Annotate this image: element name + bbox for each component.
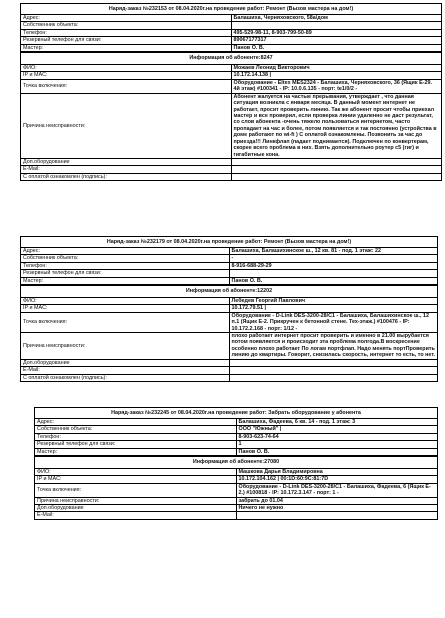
work-order-3: [34, 407, 438, 520]
ip-mac-value: 10.172.104.162 | 00:1D:60:9C:81:7D: [236, 476, 438, 483]
owner-value: -: [229, 255, 438, 262]
owner-value: [231, 22, 442, 29]
master-value: Панов О. В.: [231, 44, 442, 52]
point-label: Точка включения:: [21, 312, 230, 332]
reserve-phone-label: Резервный телефон для связи:: [21, 270, 230, 277]
point-label: Точка включения:: [21, 79, 232, 93]
equipment-value: [231, 158, 442, 165]
master-label: Мастер:: [21, 44, 232, 52]
order-table: [20, 3, 442, 181]
reserve-phone-value: 89067177317: [231, 37, 442, 44]
reserve-phone-value: 1: [236, 441, 438, 448]
master-value: Панов О. В.: [236, 448, 438, 456]
point-value: Оборудование - Eltex MES2324 - Балашиха, Черняховского, 36 (Ящик E-29. 4й этаж) #100341 - IP: 10.0.6.135 - порт: te1/0/2 -: [231, 79, 442, 93]
point-label: Точка включения:: [35, 483, 237, 497]
point-value: Оборудование - D-Link DES-3200-28/C1 - Балашиха, Фадеева, 6 (Ящик E-2.) #100818 - IP: 10.172.3.147 - порт: 1 -: [236, 483, 438, 497]
owner-label: Собственник объекта:: [21, 22, 232, 29]
email-label: E-Mail:: [21, 166, 232, 173]
phone-value: 8-916-688-29-29: [229, 262, 438, 269]
owner-label: Собственник объекта:: [21, 255, 230, 262]
order-table: [34, 407, 438, 520]
fio-value: Можаев Леонид Викторович: [231, 65, 442, 72]
master-value: Панов О. В.: [229, 277, 438, 285]
ip-mac-value: 10.172.79.51 |: [229, 305, 438, 312]
ip-mac-label: IP и MAC:: [21, 72, 232, 79]
reserve-phone-label: Резервный телефон для связи:: [35, 441, 237, 448]
email-value: [229, 367, 438, 374]
address-value: Балашиха, Фадеева, 6 кв. 14 - под. 1 этаж: 3: [236, 419, 438, 426]
phone-value: 495-529-98-11, 8-903-799-50-89: [231, 29, 442, 36]
subscriber-header: Информация об абоненте:12202: [21, 285, 438, 298]
reason-value: Абонент жалуется на частые прерывания, утверждает , что данная ситуация возникла с января месяца. В данный момент интернет не работает, просит проверить линию. Так же абонент просит чтобы приехал мастер и все проверил, если проверка линии удаленно не даст результат, со слов абонента -очень тяжело пользоваться интернетом, часто пропадает на час и более, потом появляется и так постоянно (устройства в доме работают по wi-fi ) С оплатой ознакомлены. Позвонить за час до приезда!!! Линкфлап (падает поднимается). Подключен по конвертерам, скорее всего проблема в них. Взять дополнительно роутер с5 (гиг) и гигабитные кона.: [231, 93, 442, 158]
fio-value: Лебедев Георгий Павлович: [229, 298, 438, 305]
equipment-value: Ничего не нужно: [236, 505, 438, 512]
reason-value: забрать до 01.04: [236, 497, 438, 504]
email-value: [231, 166, 442, 173]
phone-label: Телефон:: [21, 262, 230, 269]
agreement-label: С оплатой ознакомлен (подпись):: [21, 374, 230, 381]
order-header: Наряд-заказ №232245 от 08.04.2020г.на проведение работ: Забрать оборудование у абонента: [35, 408, 438, 419]
fio-label: ФИО:: [35, 469, 237, 476]
reserve-phone-value: [229, 270, 438, 277]
phone-label: Телефон:: [21, 29, 232, 36]
equipment-label: Доп.оборудование: [21, 158, 232, 165]
address-value: Балашиха, Черняховского, 58а/дом: [231, 15, 442, 22]
owner-label: Собственник объекта:: [35, 426, 237, 433]
phone-label: Телефон:: [35, 433, 237, 440]
work-order-1: [20, 3, 442, 181]
email-value: [236, 512, 438, 519]
agreement-value: [231, 173, 442, 180]
reason-label: Причина неисправности:: [21, 333, 230, 360]
fio-value: Машкова Дарья Владимировна: [236, 469, 438, 476]
fio-label: ФИО:: [21, 298, 230, 305]
ip-mac-label: IP и MAC:: [21, 305, 230, 312]
owner-value: ООО "Южный" |: [236, 426, 438, 433]
equipment-label: Доп.оборудование: [21, 359, 230, 366]
master-label: Мастер:: [35, 448, 237, 456]
order-header: Наряд-заказ №232153 от 08.04.2020г.на проведение работ: Ремонт (Вызов мастера на дом!): [21, 4, 442, 15]
address-label: Адрес:: [35, 419, 237, 426]
reserve-phone-label: Резервный телефон для связи:: [21, 37, 232, 44]
email-label: E-Mail:: [35, 512, 237, 519]
fio-label: ФИО:: [21, 65, 232, 72]
ip-mac-value: 10.172.14.138 |: [231, 72, 442, 79]
reason-value: плохо работает интернет просит проверить и именно в 21.00 вырубается потом появляется и происходит эта проблема полгода.В воскресение особенно плохо работает По логам портфлап. Надо менять портПроверить линию до квартиры. Говорит, снизилась скорость, интернет то есть, то нет.: [229, 333, 438, 360]
work-order-2: [20, 236, 438, 382]
subscriber-header: Информация об абоненте:8247: [21, 52, 442, 65]
equipment-value: [229, 359, 438, 366]
equipment-label: Доп.оборудование: [35, 505, 237, 512]
subscriber-header: Информация об абоненте:27080: [35, 456, 438, 469]
reason-label: Причина неисправности:: [35, 497, 237, 504]
order-table: [20, 236, 438, 382]
agreement-value: [229, 374, 438, 381]
master-label: Мастер:: [21, 277, 230, 285]
reason-label: Причина неисправности:: [21, 93, 232, 158]
agreement-label: С оплатой ознакомлен (подпись):: [21, 173, 232, 180]
email-label: E-Mail:: [21, 367, 230, 374]
address-label: Адрес:: [21, 15, 232, 22]
ip-mac-label: IP и MAC:: [35, 476, 237, 483]
point-value: Оборудование - D-Link DES-3200-28/C1 - Балашиха, Балашихинское ш., 12 п.1 (Ящик E-2. Прикручен к бетонной стене. Тех-этаж.) #100476 - IP: 10.172.2.168 - порт: 1/12 -: [229, 312, 438, 332]
address-value: Балашиха, Балашихинское ш., 12 кв. 81 - под. 1 этаж: 22: [229, 248, 438, 255]
order-header: Наряд-заказ №232179 от 08.04.2020г.на проведение работ: Ремонт (Вызов мастера на дом!): [21, 237, 438, 248]
phone-value: 8-903-623-74-64: [236, 433, 438, 440]
address-label: Адрес:: [21, 248, 230, 255]
